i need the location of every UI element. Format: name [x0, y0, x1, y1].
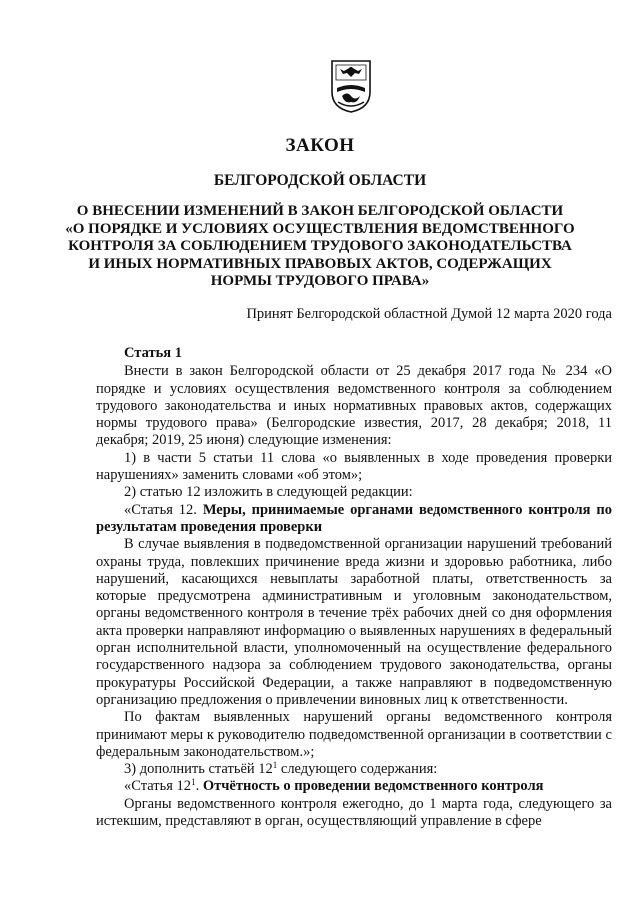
section-title: Отчётность о проведении ведомственного контроля [202, 778, 544, 795]
coat-of-arms-icon [329, 58, 373, 114]
paragraph-text: «Статья 12. [124, 501, 203, 518]
paragraph-text: следующего содержания: [277, 761, 438, 778]
paragraph [96, 761, 612, 778]
paragraph [96, 778, 612, 795]
law-subtitle [0, 203, 640, 291]
region-title: БЕЛГОРОДСКОЙ ОБЛАСТИ [213, 172, 427, 189]
section-title: Меры, принимаемые органами ведомственного контроля по результатам проведения проверки [96, 501, 612, 535]
paragraph [96, 502, 612, 537]
subtitle-line: О ВНЕСЕНИИ ИЗМЕНЕНИЙ В ЗАКОН БЕЛГОРОДСКОЙ ОБЛАСТИ [76, 203, 564, 219]
subtitle-line: И ИНЫХ НОРМАТИВНЫХ ПРАВОВЫХ АКТОВ, СОДЕРЖАЩИХ [88, 255, 552, 272]
subtitle-line: «О ПОРЯДКЕ И УСЛОВИЯХ ОСУЩЕСТВЛЕНИЯ ВЕДОМСТВЕННОГО [65, 220, 575, 237]
subtitle-line: КОНТРОЛЯ ЗА СОБЛЮДЕНИЕМ ТРУДОВОГО ЗАКОНОДАТЕЛЬСТВА [68, 238, 572, 254]
paragraph: Внести в закон Белгородской области от 25 декабря 2017 года № 234 «О порядке и условиях осуществления ведомственного контроля за соблюдением трудового законодательства и иных нормативных правовых актов, содержащих нормы трудового права» (Белгородские известия, 2017, 28 декабря; 2018, 11 декабря; 2019, 25 июня) следующие изменения: [96, 363, 612, 449]
paragraph: Органы ведомственного контроля ежегодно, до 1 марта года, следующего за истекшим, представляют в орган, осуществляющий управление в сфере [96, 795, 612, 830]
law-title: ЗАКОН [285, 135, 355, 156]
paragraph: В случае выявления в подведомственной организации нарушений требований охраны труда, повлекших причинение вреда жизни и здоровью работника, либо нарушений, касающихся невыплаты заработной платы, ответственность за которые предусмотрена административным и уголовным законодательством, органы ведомственного контроля в течение трёх рабочих дней со дня оформления акта проверки направляют информацию о выявленных нарушениях в федеральный орган исполнительной власти, уполномоченный на осуществление федерального государственного надзора за соблюдением трудового законодательства, органы прокуратуры Российской Федерации, а также направляют в подведомственную организацию предложения о привлечении виновных лиц к ответственности. [96, 536, 612, 708]
document-body [96, 345, 612, 830]
subtitle-line: НОРМЫ ТРУДОВОГО ПРАВА» [210, 273, 430, 289]
paragraph: По фактам выявленных нарушений органы ведомственного контроля принимают меры к руководителю подведомственной организации в соответствии с федеральным законодательством.»; [96, 709, 612, 760]
paragraph-text: «Статья 12 [124, 778, 192, 795]
superscript: 1 [191, 777, 196, 788]
article-heading: Статья 1 [124, 345, 182, 361]
superscript: 1 [272, 760, 278, 771]
paragraph-text: . [195, 778, 203, 795]
adoption-note: Принят Белгородской областной Думой 12 марта 2020 года [246, 306, 612, 322]
paragraph: 1) в части 5 статьи 11 слова «о выявленных в ходе проведения проверки нарушениях» заменить словами «об этом»; [96, 449, 612, 484]
paragraph: 2) статью 12 изложить в следующей редакции: [124, 484, 413, 501]
paragraph-text: 3) дополнить статьёй 12 [124, 761, 273, 778]
